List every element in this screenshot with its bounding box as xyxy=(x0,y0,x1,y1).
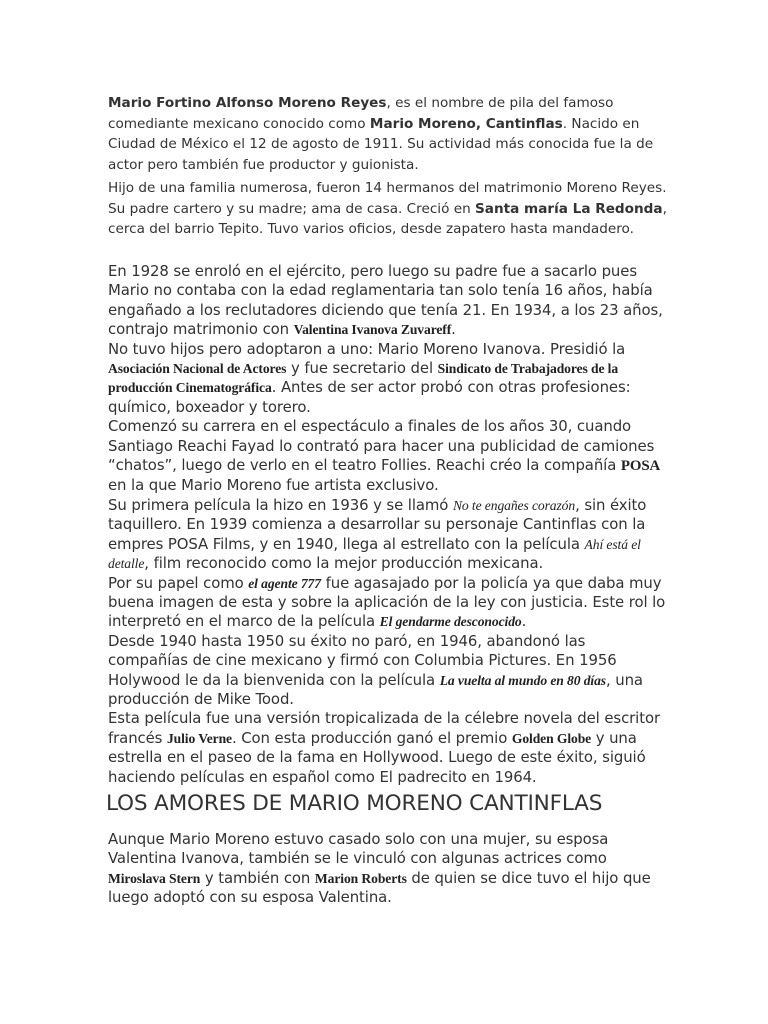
first-film-text-2: , sin éxito taquillero. En 1939 comienza a desarrollar su personaje Cantinflas con la empres POSA Films, y en 1940, llega al estrellato con la película xyxy=(108,495,647,553)
wife-name: Valentina Ivanova Zuvareff xyxy=(293,322,452,338)
first-film-paragraph xyxy=(108,496,668,574)
film-gendarme-desconocido: El gendarme desconocido xyxy=(379,614,522,630)
award-text-2: . Con esta producción ganó el premio xyxy=(231,728,512,747)
section-heading: LOS AMORES DE MARIO MORENO CANTINFLAS xyxy=(106,791,603,816)
intro-text-1: , es el nombre de pila del famoso comediante mexicano conocido como xyxy=(108,95,614,132)
agent-text: Por su papel como xyxy=(108,573,249,592)
biography-block xyxy=(108,262,668,787)
actress-marion-roberts: Marion Roberts xyxy=(314,870,407,886)
award-text: Esta película fue una versión tropicalizada de la célebre novela del escritor francés xyxy=(108,709,660,747)
career-text-2: en la que Mario Moreno fue artista exclusivo. xyxy=(108,476,439,495)
first-film-text: Su primera película la hizo en 1936 y se llamó xyxy=(108,495,453,514)
success-text-2: , una producción de Mike Tood. xyxy=(108,670,643,708)
award-golden-globe: Golden Globe xyxy=(511,730,592,746)
agent-paragraph xyxy=(108,574,668,632)
posa-company: POSA xyxy=(620,458,661,475)
adoption-text-3: . Antes de ser actor probó con otras profesiones: químico, boxeador y torero. xyxy=(108,378,631,416)
award-paragraph xyxy=(108,709,668,787)
army-text-end: . xyxy=(451,320,456,339)
agent-text-end: . xyxy=(521,612,527,631)
adoption-paragraph xyxy=(108,340,668,418)
stage-name: Mario Moreno, Cantinflas xyxy=(369,115,563,132)
author-julio-verne: Julio Verne xyxy=(166,730,232,746)
film-no-te-enganes: No te engañes corazón xyxy=(452,497,576,513)
intro-text-2: . Nacido en Ciudad de México el 12 de agosto de 1911. Su actividad más conocida fue la de actor pero también fue productor y guionista. xyxy=(108,115,654,173)
career-text: Comenzó su carrera en el espectáculo a finales de los años 30, cuando Santiago Reachi Fayad lo contrató para hacer una publicidad de camiones “chatos”, luego de verlo en el teatro Follies. Reachi créo la compañía xyxy=(108,417,655,475)
loves-text-2: y también con xyxy=(200,868,315,887)
loves-text-3: de quien se dice tuvo el hijo que luego adoptó con su esposa Valentina. xyxy=(108,868,651,907)
adoption-text: No tuvo hijos pero adoptaron a uno: Mario Moreno Ivanova. Presidió la xyxy=(108,339,626,358)
full-name: Mario Fortino Alfonso Moreno Reyes xyxy=(108,95,387,111)
agent-text-2: fue agasajado por la policía ya que daba muy buena imagen de esta y sobre la aplicación de la ley con justicia. Este rol lo interpretó en el marco de la película xyxy=(108,573,666,631)
intro-paragraph xyxy=(108,93,668,175)
film-ahi-esta-el-detalle: Ahí está el detalle xyxy=(108,536,641,572)
loves-text: Aunque Mario Moreno estuvo casado solo con una mujer, su esposa Valentina Ivanova, también se le vinculó con algunas actrices como xyxy=(108,830,609,868)
loves-paragraph xyxy=(108,830,668,908)
first-film-text-3: , film reconocido como la mejor producción mexicana. xyxy=(144,554,544,573)
workers-union: Sindicato de Trabajadores de la producción Cinematográfica xyxy=(108,361,619,396)
success-paragraph xyxy=(108,632,668,710)
family-text-1: Hijo de una familia numerosa, fueron 14 hermanos del matrimonio Moreno Reyes. Su padre cartero y su madre; ama de casa. Creció en xyxy=(108,180,667,217)
family-paragraph xyxy=(108,178,668,240)
family-text-2: , cerca del barrio Tepito. Tuvo varios oficios, desde zapatero hasta mandadero. xyxy=(108,200,667,237)
success-text: Desde 1940 hasta 1950 su éxito no paró, en 1946, abandonó las compañías de cine mexicano y firmó con Columbia Pictures. En 1956 Holywood le da la bienvenida con la película xyxy=(108,631,617,689)
career-start-paragraph xyxy=(108,417,668,496)
army-text: En 1928 se enroló en el ejército, pero luego su padre fue a sacarlo pues Mario no contaba con la edad reglamentaria tan solo tenía 16 años, había engañado a los reclutadores diciendo que tenía 21. En 1934, a los 23 años, contrajo matrimonio con xyxy=(108,262,663,339)
award-text-3: y una estrella en el paseo de la fama en Hollywood. Luego de este éxito, siguió haciendo películas en español como El padrecito en 1964. xyxy=(108,728,646,786)
army-paragraph xyxy=(108,262,668,340)
actors-association: Asociación Nacional de Actores xyxy=(108,361,287,377)
adoption-text-2: y fue secretario del xyxy=(286,359,438,378)
film-vuelta-al-mundo: La vuelta al mundo en 80 días xyxy=(439,672,606,688)
actress-miroslava-stern: Miroslava Stern xyxy=(108,870,201,886)
role-agente-777: el agente 777 xyxy=(248,575,321,591)
birthplace: Santa maría La Redonda xyxy=(475,200,663,217)
